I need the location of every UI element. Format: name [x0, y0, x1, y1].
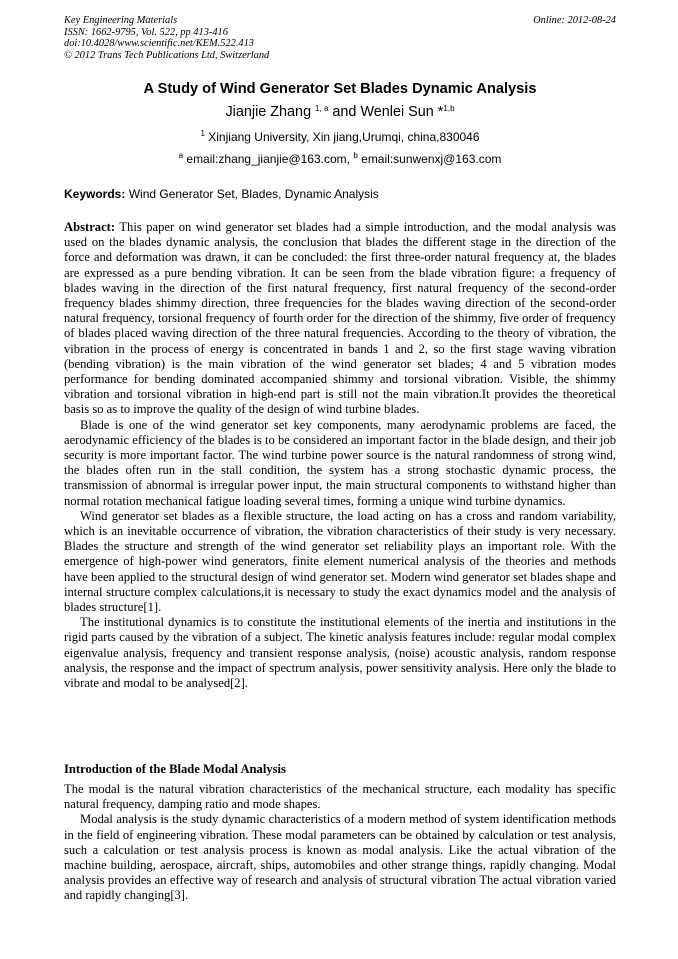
section-paragraph-2: Modal analysis is the study dynamic characteristics of a modern method of system identification methods in the field of engineering vibration. These modal parameters can be obtained by calculation or test analysis, such a calculation or test analysis process is known as modal analysis. Like the actual vibration of the machine building, aerospace, aircraft, ships, automobiles and other strange things, rapidly changing. Modal analysis provides an effective way of research and analysis of structural vibration The actual vibration varied and rapidly changing[3].: [64, 812, 616, 903]
copyright-line: © 2012 Trans Tech Publications Ltd, Switzerland: [64, 49, 270, 61]
abstract-label: Abstract:: [64, 220, 116, 234]
affiliation-superscript: 1: [200, 129, 205, 138]
author-conjunction: and: [332, 104, 357, 120]
abstract-paragraph: [64, 220, 616, 418]
author-2-superscript: 1,b: [443, 104, 455, 113]
keywords-text: Wind Generator Set, Blades, Dynamic Analysis: [128, 187, 379, 201]
online-date: Online: 2012-08-24: [533, 15, 616, 26]
doi-line: doi:10.4028/www.scientific.net/KEM.522.413: [64, 38, 254, 50]
body-paragraph-2: Wind generator set blades as a flexible structure, the load acting on has a cross and random variability, which is an inevitable occurrence of vibration, the vibration characteristics of their study is very necessary. Blades the structure and strength of the wind generator set reliability plays an important role. With the emergence of high-power wind generators, finite element numerical analysis of the theories and methods have been applied to the structural design of wind generator set. Modern wind generator set blades shape and internal structure complex calculations,it is necessary to study the exact dynamics model and the analysis of blades structure[1].: [64, 508, 616, 615]
section-paragraph-1: The modal is the natural vibration characteristics of the mechanical structure, each modality has specific natural frequency, damping ratio and mode shapes.: [64, 782, 616, 812]
section-heading: Introduction of the Blade Modal Analysis: [64, 762, 286, 776]
main-body: [64, 220, 616, 691]
email-a: email:zhang_jianjie@163.com,: [186, 152, 350, 166]
author-2: Wenlei Sun: [360, 104, 434, 120]
publication-metadata: [64, 15, 616, 61]
email-b: email:sunwenxj@163.com: [361, 152, 502, 166]
author-1: Jianjie Zhang: [225, 104, 312, 120]
affiliation-text: Xinjiang University, Xin jiang,Urumqi, china,830046: [208, 130, 480, 144]
journal-name: Key Engineering Materials: [64, 15, 178, 26]
author-line: [64, 103, 616, 121]
affiliation: [64, 130, 616, 145]
corresponding-author-mark: *: [437, 104, 444, 120]
author-1-superscript: 1, a: [315, 104, 329, 113]
email-b-superscript: b: [353, 151, 358, 160]
email-a-superscript: a: [178, 151, 184, 160]
issn-line: ISSN: 1662-9795, Vol. 522, pp 413-416: [64, 26, 228, 38]
keywords-label: Keywords:: [64, 187, 126, 201]
keywords: [64, 187, 616, 202]
abstract-text: This paper on wind generator set blades had a simple introduction, and the modal analysis was used on the blades dynamic analysis, the conclusion that blades the different stage in the direction of the force and deformation was drawn, it can be concluded: the first three-order natural frequency at, the blades are expressed as a pure bending vibration. It can be seen from the blade vibration figure: a frequency of blades waving in the direction of the first natural frequency, first natural frequency of the second-order frequency blades shimmy direction, three frequencies for the blades waving direction of the second-order natural frequency, torsional frequency of fourth order for the direction of the shimmy, five order of frequency of blades placed waving direction of the three natural frequencies. According to the theory of vibration, the vibration in the process of energy is concentrated in bands 1 and 2, so the first stage waving vibration (bending vibration) is the main vibration of the wind generator set blades; 4 and 5 vibration modes performance for bending dominated accompanied shimmy and torsional vibration. Visible, the shimmy vibration and torsional vibration in high-end part is still not the main vibration.It provides the theoretical basis so as to improve the quality of the design of wind turbine blades.: [64, 220, 617, 417]
body-paragraph-1: Blade is one of the wind generator set key components, many aerodynamic problems are faced, the aerodynamic efficiency of the blades is to be considered an important factor in the blade design, and their job security is more important factor. The wind turbine power source is the natural randomness of strong wind, the blades often run in the stall condition, the system has a strong stochastic dynamic process, the transmission of abnormal is irregular power input, the main structural components to withstand higher than normal rotation mechanical fatigue loading several times, forming a unique wind turbine dynamics.: [64, 417, 616, 508]
section-body: [64, 782, 616, 904]
email-line: [64, 152, 616, 167]
body-paragraph-3: The institutional dynamics is to constitute the institutional elements of the inertia and institutions in the rigid parts caused by the vibration of a subject. The kinetic analysis features include: regular modal complex eigenvalue analysis, frequency and transient response analysis, (noise) acoustic analysis, random response analysis, the response and the impact of spectrum analysis, power sensitivity analysis. Here only the blade to vibrate and modal to be analysed[2].: [64, 615, 616, 691]
paper-title: A Study of Wind Generator Set Blades Dynamic Analysis: [143, 81, 537, 97]
